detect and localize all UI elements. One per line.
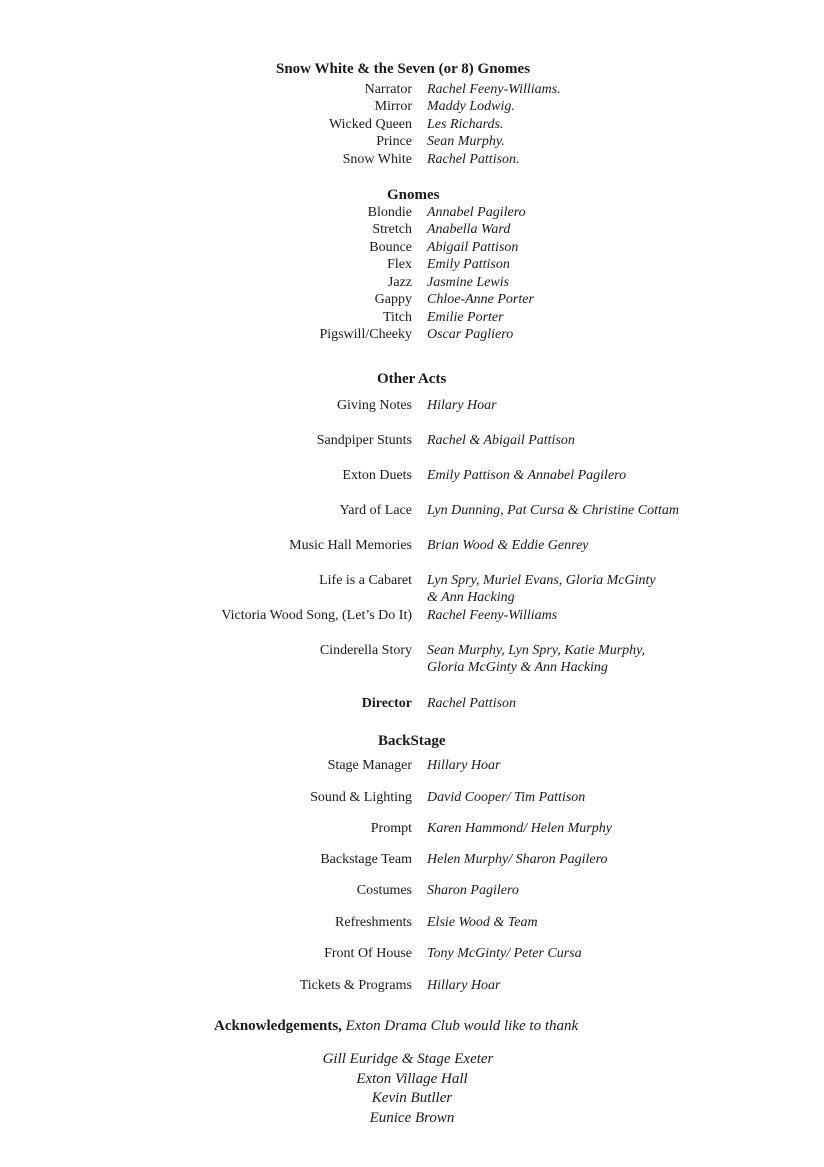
performer-name: Sean Murphy.: [427, 134, 505, 149]
role-label: Blondie: [367, 205, 412, 220]
director-label: Director: [361, 696, 412, 711]
act-row: [0, 397, 824, 414]
act-row: [0, 642, 824, 659]
act-label: Exton Duets: [342, 468, 412, 483]
crew-role: Prompt: [370, 821, 412, 836]
cast-row: [0, 204, 824, 221]
crew-name: Tony McGinty/ Peter Cursa: [427, 946, 582, 961]
act-label: Yard of Lace: [339, 503, 412, 518]
role-label: Snow White: [342, 152, 412, 167]
director-row: [0, 695, 824, 712]
act-label: Life is a Cabaret: [319, 573, 412, 588]
act-row: [0, 607, 824, 624]
thanks-item: Gill Euridge & Stage Exeter: [322, 1051, 494, 1067]
act-label: Music Hall Memories: [289, 538, 412, 553]
act-row: [0, 502, 824, 519]
cast-row: [0, 98, 824, 115]
performer-name: Jasmine Lewis: [427, 275, 510, 290]
crew-row: [0, 914, 824, 931]
performer-name: Annabel Pagilero: [427, 205, 526, 220]
role-label: Narrator: [364, 82, 412, 97]
performer-name: Anabella Ward: [427, 222, 511, 237]
crew-name: Karen Hammond/ Helen Murphy: [427, 821, 612, 836]
crew-name: Hillary Hoar: [427, 978, 501, 993]
role-label: Titch: [382, 310, 412, 325]
role-label: Bounce: [369, 240, 412, 255]
act-row-continuation: [0, 659, 824, 676]
cast-row: [0, 116, 824, 133]
role-label: Mirror: [374, 99, 412, 114]
crew-role: Costumes: [356, 883, 412, 898]
performer-name: Lyn Spry, Muriel Evans, Gloria McGinty: [427, 573, 656, 588]
other-acts-heading: Other Acts: [377, 371, 447, 387]
act-row: [0, 467, 824, 484]
performer-name: Maddy Lodwig.: [427, 99, 515, 114]
role-label: Jazz: [387, 275, 412, 290]
performer-name: Les Richards.: [427, 117, 504, 132]
director-name: Rachel Pattison: [427, 696, 517, 711]
performer-name-continued: Gloria McGinty & Ann Hacking: [427, 660, 608, 675]
cast-row: [0, 221, 824, 238]
crew-name: Helen Murphy/ Sharon Pagilero: [427, 852, 608, 867]
act-label: Sandpiper Stunts: [316, 433, 412, 448]
acknowledgements-label: Acknowledgements,: [214, 1018, 342, 1034]
performer-name: Abigail Pattison: [427, 240, 519, 255]
role-label: Pigswill/Cheeky: [319, 327, 412, 342]
role-label: Stretch: [372, 222, 412, 237]
role-label: Gappy: [374, 292, 412, 307]
performer-name: Lyn Dunning, Pat Cursa & Christine Cottam: [427, 503, 679, 518]
crew-name: Sharon Pagilero: [427, 883, 519, 898]
act-label: Giving Notes: [336, 398, 412, 413]
thanks-list: [0, 1050, 824, 1128]
crew-role: Backstage Team: [320, 852, 412, 867]
cast-row: [0, 274, 824, 291]
acknowledgements-text: Exton Drama Club would like to thank: [341, 1018, 579, 1034]
crew-row: [0, 851, 824, 868]
cast-row: [0, 151, 824, 168]
crew-row: [0, 882, 824, 899]
performer-name: Chloe-Anne Porter: [427, 292, 534, 307]
performer-name: Sean Murphy, Lyn Spry, Katie Murphy,: [427, 643, 646, 658]
performer-name: Rachel & Abigail Pattison: [427, 433, 575, 448]
thanks-item: Exton Village Hall: [356, 1070, 468, 1087]
crew-name: David Cooper/ Tim Pattison: [427, 790, 586, 805]
performer-name: Brian Wood & Eddie Genrey: [427, 538, 589, 553]
performer-name: Rachel Feeny-Williams: [427, 608, 558, 623]
act-label: Victoria Wood Song, (Let’s Do It): [221, 608, 412, 623]
play-title: Snow White & the Seven (or 8) Gnomes: [276, 61, 531, 77]
act-row: [0, 572, 824, 589]
performer-name: Rachel Feeny-Williams.: [427, 82, 561, 97]
role-label: Flex: [387, 257, 412, 272]
act-row-continuation: [0, 589, 824, 606]
crew-role: Stage Manager: [327, 758, 412, 773]
performer-name: Emily Pattison: [427, 257, 510, 272]
backstage-heading: BackStage: [378, 733, 446, 749]
cast-row: [0, 291, 824, 308]
crew-role: Tickets & Programs: [299, 978, 412, 993]
cast-row: [0, 239, 824, 256]
performer-name: Emilie Porter: [427, 310, 504, 325]
performer-name: Emily Pattison & Annabel Pagilero: [427, 468, 627, 483]
crew-name: Hillary Hoar: [427, 758, 501, 773]
performer-name: Oscar Pagliero: [427, 327, 514, 342]
crew-row: [0, 977, 824, 994]
performer-name: Hilary Hoar: [427, 398, 497, 413]
role-label: Prince: [376, 134, 412, 149]
thanks-item: Eunice Brown: [369, 1109, 455, 1126]
cast-row: [0, 326, 824, 343]
cast-row: [0, 81, 824, 98]
crew-role: Front Of House: [324, 946, 412, 961]
crew-role: Sound & Lighting: [310, 790, 412, 805]
act-row: [0, 432, 824, 449]
act-label: Cinderella Story: [319, 643, 412, 658]
cast-row: [0, 256, 824, 273]
cast-row: [0, 133, 824, 150]
crew-row: [0, 757, 824, 774]
performer-name: Rachel Pattison.: [427, 152, 520, 167]
role-label: Wicked Queen: [328, 117, 412, 132]
thanks-item: Kevin Butller: [371, 1090, 453, 1106]
crew-row: [0, 789, 824, 806]
crew-row: [0, 945, 824, 962]
crew-role: Refreshments: [335, 915, 412, 930]
crew-name: Elsie Wood & Team: [427, 915, 538, 930]
act-row: [0, 537, 824, 554]
acknowledgements-line: [214, 1018, 578, 1035]
cast-row: [0, 309, 824, 326]
crew-row: [0, 820, 824, 837]
gnomes-heading: Gnomes: [387, 187, 440, 203]
performer-name-continued: & Ann Hacking: [427, 590, 515, 605]
